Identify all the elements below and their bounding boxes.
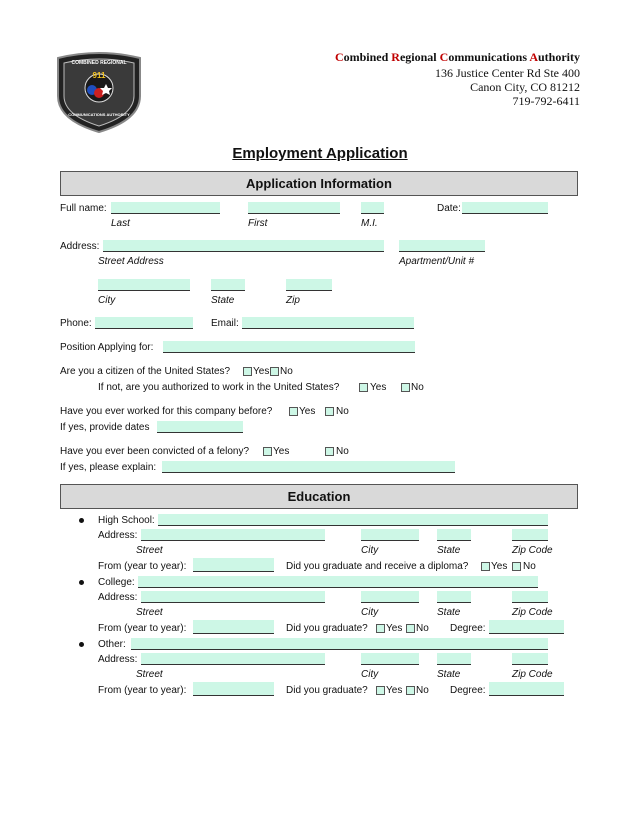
- other-zip-caption: Zip Code: [512, 669, 553, 680]
- dates-question: If yes, provide dates: [60, 422, 150, 433]
- street-address-field[interactable]: [103, 240, 384, 252]
- hs-street-field[interactable]: [141, 529, 325, 541]
- hs-zip-field[interactable]: [512, 529, 548, 541]
- phone-field[interactable]: [95, 317, 193, 329]
- authorized-no-checkbox[interactable]: [401, 383, 410, 392]
- svg-text:911: 911: [92, 71, 106, 80]
- authorized-no-label: No: [411, 382, 424, 393]
- worked-yes-label: Yes: [299, 406, 316, 417]
- mi-caption: M.I.: [361, 218, 378, 229]
- middle-initial-field[interactable]: [361, 202, 384, 214]
- college-graduate-no-label: No: [416, 623, 429, 634]
- apartment-field[interactable]: [399, 240, 485, 252]
- address-label: Address:: [60, 241, 100, 252]
- college-zip-field[interactable]: [512, 591, 548, 603]
- other-from-field[interactable]: [193, 682, 274, 696]
- other-graduate-no-checkbox[interactable]: [406, 686, 415, 695]
- first-caption: First: [248, 218, 268, 229]
- apartment-caption: Apartment/Unit #: [399, 256, 475, 267]
- city-field[interactable]: [98, 279, 190, 291]
- explain-field[interactable]: [162, 461, 455, 473]
- college-zip-caption: Zip Code: [512, 607, 553, 618]
- other-graduate-yes-checkbox[interactable]: [376, 686, 385, 695]
- other-address-label: Address:: [98, 654, 138, 665]
- hs-from-field[interactable]: [193, 558, 274, 572]
- college-graduate-question: Did you graduate?: [286, 623, 368, 634]
- high-school-name-field[interactable]: [158, 514, 548, 526]
- other-degree-label: Degree:: [450, 685, 486, 696]
- hs-from-label: From (year to year):: [98, 561, 187, 572]
- other-degree-field[interactable]: [489, 682, 564, 696]
- college-state-caption: State: [437, 607, 461, 618]
- citizen-question: Are you a citizen of the United States?: [60, 366, 231, 377]
- hs-state-caption: State: [437, 545, 461, 556]
- worked-yes-checkbox[interactable]: [289, 407, 298, 416]
- badge-icon: [54, 50, 144, 135]
- position-field[interactable]: [163, 341, 415, 353]
- college-city-field[interactable]: [361, 591, 419, 603]
- hs-address-label: Address:: [98, 530, 138, 541]
- other-graduate-question: Did you graduate?: [286, 685, 368, 696]
- college-from-label: From (year to year):: [98, 623, 187, 634]
- position-label: Position Applying for:: [60, 342, 154, 353]
- hs-diploma-yes-label: Yes: [491, 561, 508, 572]
- citizen-yes-checkbox[interactable]: [243, 367, 252, 376]
- worked-no-label: No: [336, 406, 349, 417]
- other-city-field[interactable]: [361, 653, 419, 665]
- bullet-other: [79, 642, 84, 647]
- svg-text:COMMUNICATIONS AUTHORITY: COMMUNICATIONS AUTHORITY: [68, 112, 130, 117]
- full-name-label: Full name:: [60, 203, 107, 214]
- other-state-caption: State: [437, 669, 461, 680]
- other-street-caption: Street: [136, 669, 163, 680]
- college-degree-label: Degree:: [450, 623, 486, 634]
- hs-street-caption: Street: [136, 545, 163, 556]
- section-header-application: Application Information: [60, 171, 578, 196]
- college-name-field[interactable]: [138, 576, 538, 588]
- college-address-label: Address:: [98, 592, 138, 603]
- authorized-yes-checkbox[interactable]: [359, 383, 368, 392]
- phone-label: Phone:: [60, 318, 92, 329]
- college-from-field[interactable]: [193, 620, 274, 634]
- dates-field[interactable]: [157, 421, 243, 433]
- hs-diploma-yes-checkbox[interactable]: [481, 562, 490, 571]
- worked-no-checkbox[interactable]: [325, 407, 334, 416]
- felony-yes-checkbox[interactable]: [263, 447, 272, 456]
- felony-no-label: No: [336, 446, 349, 457]
- last-name-field[interactable]: [111, 202, 220, 214]
- other-graduate-no-label: No: [416, 685, 429, 696]
- state-field[interactable]: [211, 279, 245, 291]
- explain-question: If yes, please explain:: [60, 462, 157, 473]
- hs-diploma-no-label: No: [523, 561, 536, 572]
- company-address-line2: Canon City, CO 81212: [470, 80, 580, 94]
- hs-city-caption: City: [361, 545, 379, 556]
- date-label: Date:: [437, 203, 461, 214]
- authorized-yes-label: Yes: [370, 382, 387, 393]
- email-label: Email:: [211, 318, 239, 329]
- felony-yes-label: Yes: [273, 446, 290, 457]
- hs-state-field[interactable]: [437, 529, 471, 541]
- other-graduate-yes-label: Yes: [386, 685, 403, 696]
- other-label: Other:: [98, 639, 126, 650]
- hs-diploma-no-checkbox[interactable]: [512, 562, 521, 571]
- college-street-field[interactable]: [141, 591, 325, 603]
- state-caption: State: [211, 295, 235, 306]
- citizen-no-label: No: [280, 366, 293, 377]
- other-state-field[interactable]: [437, 653, 471, 665]
- citizen-no-checkbox[interactable]: [270, 367, 279, 376]
- street-address-caption: Street Address: [98, 256, 164, 267]
- college-street-caption: Street: [136, 607, 163, 618]
- college-city-caption: City: [361, 607, 379, 618]
- page-title: Employment Application: [232, 145, 408, 162]
- first-name-field[interactable]: [248, 202, 340, 214]
- college-graduate-no-checkbox[interactable]: [406, 624, 415, 633]
- felony-question: Have you ever been convicted of a felony?: [60, 446, 250, 457]
- hs-diploma-question: Did you graduate and receive a diploma?: [286, 561, 469, 572]
- college-label: College:: [98, 577, 135, 588]
- college-degree-field[interactable]: [489, 620, 564, 634]
- last-caption: Last: [111, 218, 130, 229]
- date-field[interactable]: [462, 202, 548, 214]
- zip-field[interactable]: [286, 279, 332, 291]
- other-from-label: From (year to year):: [98, 685, 187, 696]
- company-name: Combined Regional Communications Authority: [334, 50, 580, 64]
- college-graduate-yes-checkbox[interactable]: [376, 624, 385, 633]
- hs-zip-caption: Zip Code: [512, 545, 553, 556]
- authorized-question: If not, are you authorized to work in the United States?: [98, 382, 340, 393]
- logo: [54, 50, 144, 135]
- high-school-label: High School:: [98, 515, 155, 526]
- college-graduate-yes-label: Yes: [386, 623, 403, 634]
- section-header-education: Education: [60, 484, 578, 509]
- citizen-yes-label: Yes: [253, 366, 270, 377]
- city-caption: City: [98, 295, 116, 306]
- company-phone: 719-792-6411: [512, 94, 580, 108]
- zip-caption: Zip: [286, 295, 300, 306]
- other-name-field[interactable]: [131, 638, 548, 650]
- felony-no-checkbox[interactable]: [325, 447, 334, 456]
- other-zip-field[interactable]: [512, 653, 548, 665]
- bullet-college: [79, 580, 84, 585]
- email-field[interactable]: [242, 317, 414, 329]
- other-street-field[interactable]: [141, 653, 325, 665]
- svg-text:COMBINED REGIONAL: COMBINED REGIONAL: [71, 60, 127, 66]
- bullet-high-school: [79, 518, 84, 523]
- college-state-field[interactable]: [437, 591, 471, 603]
- worked-before-question: Have you ever worked for this company before?: [60, 406, 273, 417]
- company-address-line1: 136 Justice Center Rd Ste 400: [435, 66, 580, 80]
- hs-city-field[interactable]: [361, 529, 419, 541]
- other-city-caption: City: [361, 669, 379, 680]
